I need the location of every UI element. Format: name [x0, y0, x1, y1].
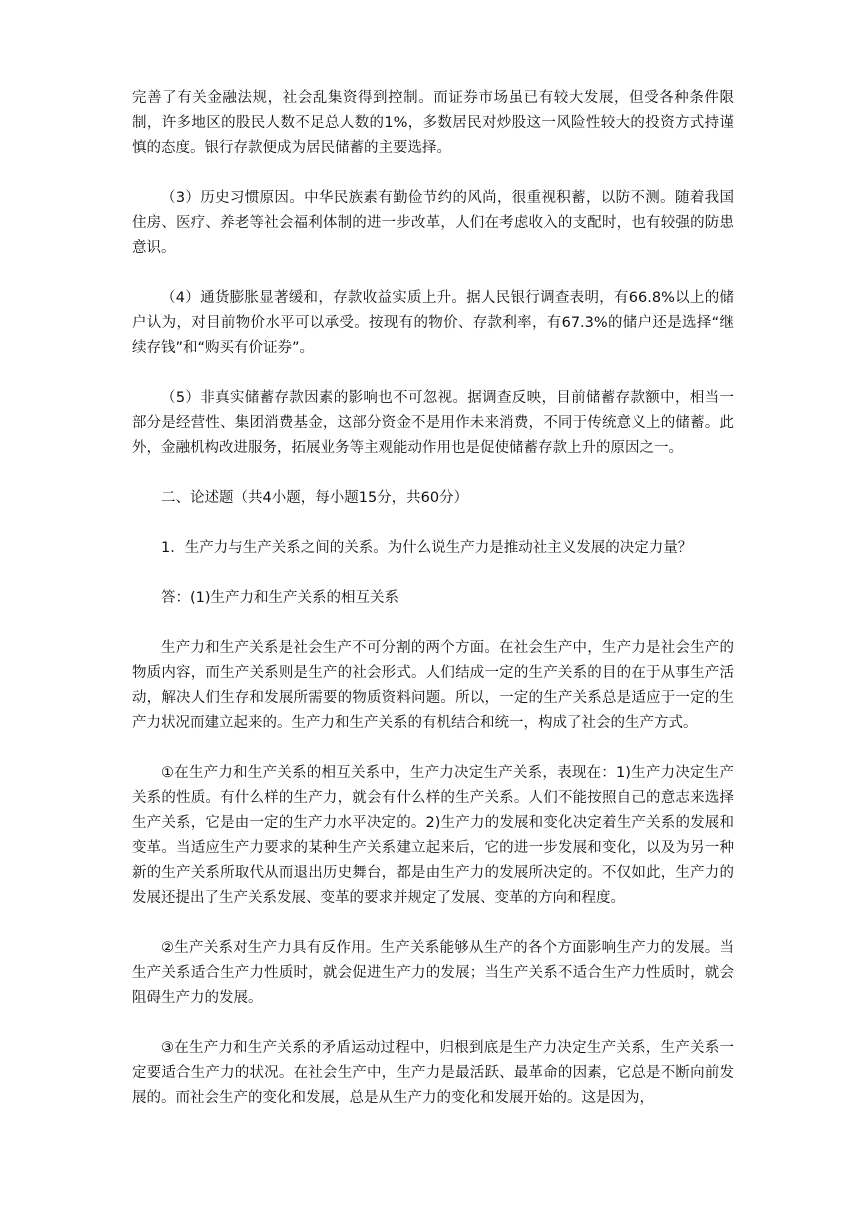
document-body	[132, 86, 734, 1111]
section-heading: 二、论述题（共4小题，每小题15分，共60分）	[161, 490, 469, 506]
answer-heading: 答：(1)生产力和生产关系的相互关系	[161, 590, 400, 606]
question-1: 1．生产力与生产关系之间的关系。为什么说生产力是推动社主义发展的决定力量？	[161, 540, 693, 556]
paragraph-gap	[132, 561, 734, 586]
paragraph-gap	[132, 611, 734, 636]
paragraph-gap	[132, 1011, 734, 1036]
paragraph-4: （5）非真实储蓄存款因素的影响也不可忽视。据调查反映，目前储蓄存款额中，相当一部分是经营性、集团消费基金，这部分资金不是用作未来消费，不同于传统意义上的储蓄。此外，金融机构改进服务，拓展业务等主观能动作用也是促使储蓄存款上升的原因之一。	[132, 390, 734, 456]
paragraph-gap	[132, 361, 734, 386]
paragraph-6: ①在生产力和生产关系的相互关系中，生产力决定生产关系，表现在：1)生产力决定生产关系的性质。有什么样的生产力，就会有什么样的生产关系。人们不能按照自己的意志来选择生产关系，它是由一定的生产力水平决定的。2)生产力的发展和变化决定着生产关系的发展和变革。当适应生产力要求的某种生产关系建立起来后，它的进一步发展和变化，以及为另一种新的生产关系所取代从而退出历史舞台，都是由生产力的发展所决定的。不仅如此，生产力的发展还提出了生产关系发展、变革的要求并规定了发展、变革的方向和程度。	[132, 765, 734, 906]
paragraph-gap	[132, 261, 734, 286]
paragraph-1: 完善了有关金融法规，社会乱集资得到控制。而证券市场虽已有较大发展，但受各种条件限制，许多地区的股民人数不足总人数的1%，多数居民对炒股这一风险性较大的投资方式持谨慎的态度。银行存款便成为居民储蓄的主要选择。	[132, 90, 734, 156]
paragraph-3: （4）通货膨胀显著缓和，存款收益实质上升。据人民银行调查表明，有66.8%以上的储户认为，对目前物价水平可以承受。按现有的物价、存款利率，有67.3%的储户还是选择“继续存钱”和“购买有价证券”。	[132, 290, 734, 356]
paragraph-gap	[132, 511, 734, 536]
paragraph-gap	[132, 736, 734, 761]
paragraph-7: ②生产关系对生产力具有反作用。生产关系能够从生产的各个方面影响生产力的发展。当生产关系适合生产力性质时，就会促进生产力的发展；当生产关系不适合生产力性质时，就会阻碍生产力的发展。	[132, 940, 734, 1006]
paragraph-gap	[132, 461, 734, 486]
paragraph-5: 生产力和生产关系是社会生产不可分割的两个方面。在社会生产中，生产力是社会生产的物质内容，而生产关系则是生产的社会形式。人们结成一定的生产关系的目的在于从事生产活动，解决人们生存和发展所需要的物质资料问题。所以，一定的生产关系总是适应于一定的生产力状况而建立起来的。生产力和生产关系的有机结合和统一，构成了社会的生产方式。	[132, 640, 734, 731]
paragraph-gap	[132, 161, 734, 186]
paragraph-gap	[132, 911, 734, 936]
paragraph-8: ③在生产力和生产关系的矛盾运动过程中，归根到底是生产力决定生产关系，生产关系一定要适合生产力的状况。在社会生产中，生产力是最活跃、最革命的因素，它总是不断向前发展的。而社会生产的变化和发展，总是从生产力的变化和发展开始的。这是因为，	[132, 1040, 734, 1106]
paragraph-2: （3）历史习惯原因。中华民族素有勤俭节约的风尚，很重视积蓄，以防不测。随着我国住房、医疗、养老等社会福利体制的进一步改革，人们在考虑收入的支配时，也有较强的防患意识。	[132, 190, 734, 256]
